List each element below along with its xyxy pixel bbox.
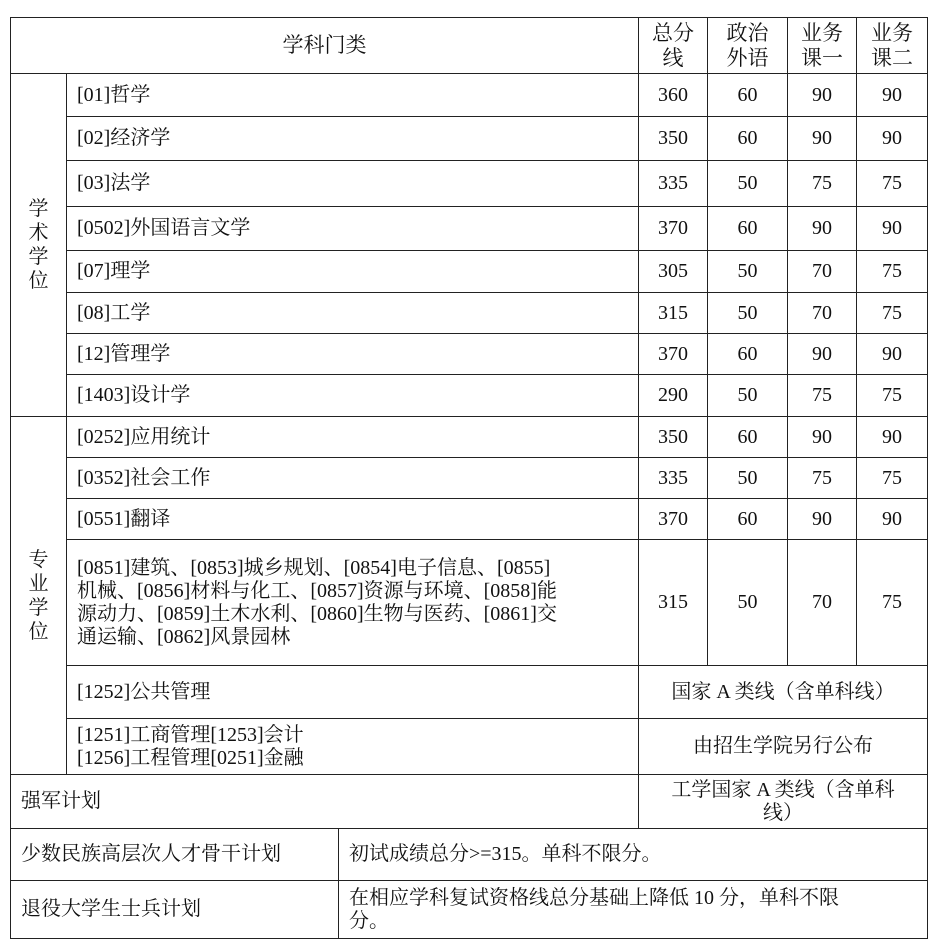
- course1-score: 75: [788, 458, 857, 499]
- table-row: [11, 829, 928, 881]
- header-politics: 政治 外语: [708, 18, 788, 74]
- table-row: [11, 375, 928, 417]
- total-score: 315: [639, 540, 708, 666]
- course1-score: 70: [788, 540, 857, 666]
- total-score: 370: [639, 334, 708, 375]
- total-score: 370: [639, 499, 708, 540]
- subject-cell: [03]法学: [67, 161, 639, 207]
- course2-score: 75: [857, 251, 928, 293]
- table-row: [11, 719, 928, 775]
- professional-category-label: 专 业 学 位: [11, 417, 67, 775]
- course2-score: 75: [857, 293, 928, 334]
- subject-cell: [02]经济学: [67, 117, 639, 161]
- total-score: 315: [639, 293, 708, 334]
- course1-score: 90: [788, 207, 857, 251]
- public-admin-note: 国家 A 类线（含单科线）: [639, 666, 928, 719]
- subject-cell: [0502]外国语言文学: [67, 207, 639, 251]
- subject-cell: [07]理学: [67, 251, 639, 293]
- course1-score: 90: [788, 117, 857, 161]
- course1-score: 75: [788, 161, 857, 207]
- header-discipline: 学科门类: [11, 18, 639, 74]
- politics-score: 50: [708, 293, 788, 334]
- table-row: [11, 499, 928, 540]
- table-row: [11, 540, 928, 666]
- politics-score: 60: [708, 117, 788, 161]
- table-row: [11, 417, 928, 458]
- politics-score: 50: [708, 540, 788, 666]
- politics-score: 50: [708, 458, 788, 499]
- politics-score: 60: [708, 499, 788, 540]
- subject-cell: [08]工学: [67, 293, 639, 334]
- table-row: [11, 334, 928, 375]
- table-row: [11, 881, 928, 939]
- course2-score: 75: [857, 375, 928, 417]
- subject-cell: [0551]翻译: [67, 499, 639, 540]
- header-total: 总分 线: [639, 18, 708, 74]
- table-row: [11, 207, 928, 251]
- header-course1: 业务 课一: [788, 18, 857, 74]
- course2-score: 90: [857, 74, 928, 117]
- total-score: 350: [639, 417, 708, 458]
- course1-score: 70: [788, 251, 857, 293]
- course1-score: 90: [788, 499, 857, 540]
- total-score: 360: [639, 74, 708, 117]
- course1-score: 90: [788, 334, 857, 375]
- table-row: [11, 117, 928, 161]
- total-score: 305: [639, 251, 708, 293]
- table-row: [11, 251, 928, 293]
- total-score: 370: [639, 207, 708, 251]
- politics-score: 50: [708, 251, 788, 293]
- subject-cell: [0252]应用统计: [67, 417, 639, 458]
- subject-cell: [12]管理学: [67, 334, 639, 375]
- table-row: [11, 775, 928, 829]
- course1-score: 90: [788, 74, 857, 117]
- course1-score: 70: [788, 293, 857, 334]
- total-score: 290: [639, 375, 708, 417]
- total-score: 335: [639, 161, 708, 207]
- minority-plan-note: 初试成绩总分>=315。单科不限分。: [339, 829, 928, 881]
- subject-cell: [0352]社会工作: [67, 458, 639, 499]
- course2-score: 90: [857, 417, 928, 458]
- table-row: [11, 458, 928, 499]
- table-row: [11, 293, 928, 334]
- table-row: [11, 74, 928, 117]
- table-row: [11, 161, 928, 207]
- veteran-plan-note: 在相应学科复试资格线总分基础上降低 10 分，单科不限 分。: [339, 881, 928, 939]
- course2-score: 90: [857, 499, 928, 540]
- subject-cell: [01]哲学: [67, 74, 639, 117]
- course2-score: 90: [857, 207, 928, 251]
- business-subjects-cell: [1251]工商管理[1253]会计 [1256]工程管理[0251]金融: [67, 719, 639, 775]
- course2-score: 90: [857, 334, 928, 375]
- politics-score: 60: [708, 74, 788, 117]
- military-plan-label: 强军计划: [11, 775, 639, 829]
- course2-score: 75: [857, 540, 928, 666]
- course2-score: 90: [857, 117, 928, 161]
- subject-cell: [1403]设计学: [67, 375, 639, 417]
- politics-score: 60: [708, 334, 788, 375]
- business-note: 由招生学院另行公布: [639, 719, 928, 775]
- politics-score: 60: [708, 417, 788, 458]
- score-table: [10, 17, 928, 939]
- total-score: 335: [639, 458, 708, 499]
- course1-score: 90: [788, 417, 857, 458]
- course1-score: 75: [788, 375, 857, 417]
- engineering-subjects-cell: [0851]建筑、[0853]城乡规划、[0854]电子信息、[0855] 机械、[0856]材料与化工、[0857]资源与环境、[0858]能 源动力、[0859]土木水利、[0860]生物与医药、[0861]交 通运输、[0862]风景园林: [67, 540, 639, 666]
- minority-plan-label: 少数民族高层次人才骨干计划: [11, 829, 339, 881]
- course2-score: 75: [857, 458, 928, 499]
- header-row: [11, 18, 928, 74]
- total-score: 350: [639, 117, 708, 161]
- politics-score: 50: [708, 161, 788, 207]
- politics-score: 60: [708, 207, 788, 251]
- subject-cell: [1252]公共管理: [67, 666, 639, 719]
- military-plan-note: 工学国家 A 类线（含单科 线）: [639, 775, 928, 829]
- course2-score: 75: [857, 161, 928, 207]
- table-row: [11, 666, 928, 719]
- header-course2: 业务 课二: [857, 18, 928, 74]
- academic-category-label: 学 术 学 位: [11, 74, 67, 417]
- politics-score: 50: [708, 375, 788, 417]
- veteran-plan-label: 退役大学生士兵计划: [11, 881, 339, 939]
